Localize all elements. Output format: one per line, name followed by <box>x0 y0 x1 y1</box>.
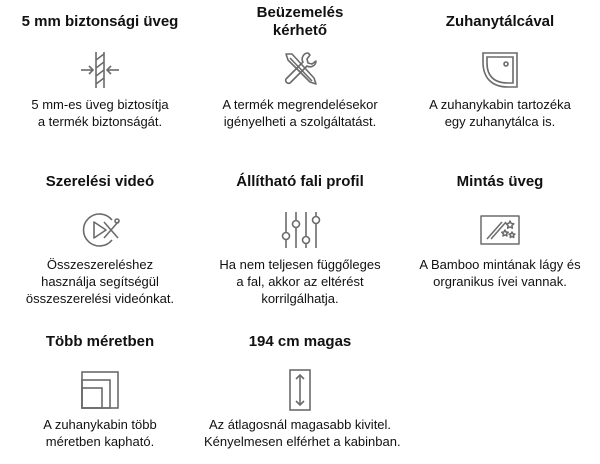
feature-description-line: a termék biztonságát. <box>37 114 163 129</box>
feature-description-line: igényelheti a szolgáltatást. <box>223 114 377 129</box>
feature-title-line: Állítható fali profil <box>236 173 364 190</box>
feature-description-line: méretben kapható. <box>45 434 155 449</box>
tools-icon <box>278 48 322 92</box>
patterned-glass-icon <box>478 208 522 252</box>
feature-description-line: a fal, akkor az eltérést <box>236 274 364 289</box>
feature-description <box>200 96 400 130</box>
feature-shower-tray <box>400 0 600 160</box>
feature-description <box>400 96 600 130</box>
height-icon <box>278 368 322 412</box>
feature-description-line: Ha nem teljesen függőleges <box>219 257 381 272</box>
feature-description <box>0 416 200 450</box>
feature-description-line: orgranikus ívei vannak. <box>433 274 567 289</box>
multiple-sizes-icon <box>78 368 122 412</box>
feature-description <box>0 256 200 307</box>
feature-description-line: egy zuhanytálca is. <box>444 114 556 129</box>
feature-title-line: kérhető <box>272 22 328 39</box>
feature-patterned-glass <box>400 160 600 320</box>
feature-title-line: 194 cm magas <box>248 333 352 350</box>
feature-assembly-video <box>0 160 200 320</box>
feature-title <box>0 320 200 364</box>
feature-title <box>200 320 400 364</box>
feature-installation <box>200 0 400 160</box>
feature-adjustable-profile <box>200 160 400 320</box>
feature-title <box>0 0 200 44</box>
feature-description-line: A zuhanykabin tartozéka <box>429 97 571 112</box>
feature-description-line: A Bamboo mintának lágy és <box>419 257 581 272</box>
glass-thickness-icon <box>78 48 122 92</box>
feature-title-line: Beüzemelés <box>256 4 344 21</box>
feature-description <box>0 96 200 130</box>
feature-title-line: 5 mm biztonsági üveg <box>21 13 179 30</box>
feature-description-line: 5 mm-es üveg biztosítja <box>31 97 169 112</box>
feature-description <box>200 416 400 450</box>
feature-title <box>0 160 200 204</box>
feature-title-line: Mintás üveg <box>456 173 544 190</box>
feature-description-line: Összeszereléshez <box>46 257 154 272</box>
feature-description-line: Az átlagosnál magasabb kivitel. <box>208 417 392 432</box>
feature-description-line: korrilgálhatja. <box>261 291 339 306</box>
feature-description-line: összeszerelési videónkat. <box>25 291 175 306</box>
feature-title-line: Több méretben <box>45 333 155 350</box>
feature-description-line: A termék megrendelésekor <box>222 97 378 112</box>
feature-description-line: használja segítségül <box>41 274 159 289</box>
feature-description-line: A zuhanykabin több <box>43 417 157 432</box>
feature-title-line: Szerelési videó <box>45 173 155 190</box>
feature-safety-glass <box>0 0 200 160</box>
feature-description-line: Kényelmesen elférhet a kabinban. <box>204 434 401 449</box>
shower-tray-icon <box>478 48 522 92</box>
feature-title <box>200 0 400 44</box>
feature-description <box>200 256 400 307</box>
feature-description <box>400 256 600 290</box>
adjustable-sliders-icon <box>278 208 322 252</box>
feature-title <box>400 160 600 204</box>
feature-title <box>200 160 400 204</box>
feature-multiple-sizes <box>0 320 200 464</box>
video-tools-icon <box>78 208 122 252</box>
feature-height <box>200 320 400 464</box>
feature-title <box>400 0 600 44</box>
feature-title-line: Zuhanytálcával <box>445 13 555 30</box>
